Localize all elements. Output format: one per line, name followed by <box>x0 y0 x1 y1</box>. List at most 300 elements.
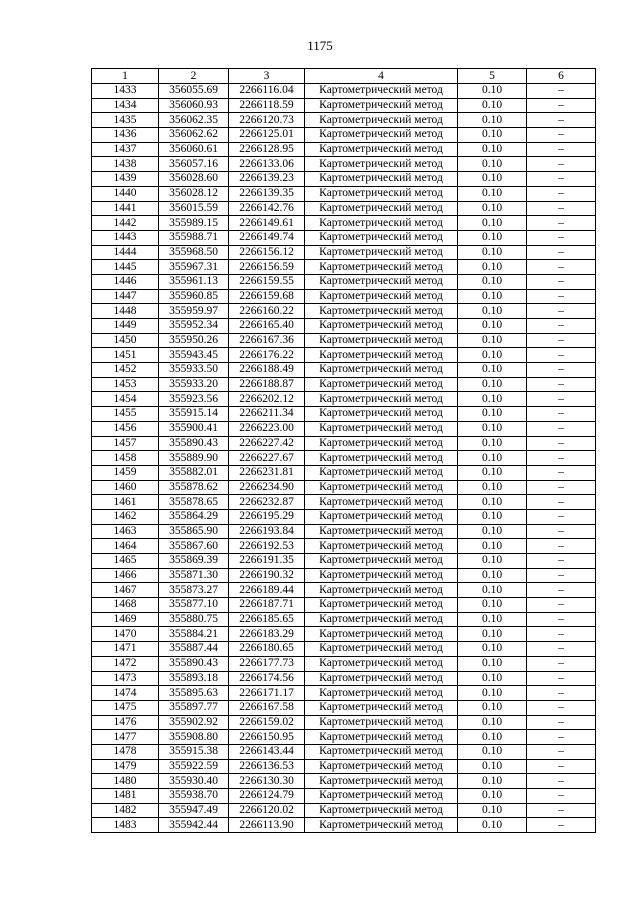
note-cell: – <box>527 554 596 569</box>
method-cell: Картометрический метод <box>305 789 458 804</box>
accuracy-cell: 0.10 <box>458 142 527 157</box>
y-coordinate-cell: 2266149.61 <box>229 216 305 231</box>
method-cell: Картометрический метод <box>305 142 458 157</box>
method-cell: Картометрический метод <box>305 612 458 627</box>
y-coordinate-cell: 2266223.00 <box>229 421 305 436</box>
table-row <box>92 274 596 289</box>
note-cell: – <box>527 686 596 701</box>
y-coordinate-cell: 2266193.84 <box>229 524 305 539</box>
method-cell: Картометрический метод <box>305 686 458 701</box>
accuracy-cell: 0.10 <box>458 715 527 730</box>
y-coordinate-cell: 2266142.76 <box>229 201 305 216</box>
point-number-cell: 1475 <box>92 700 159 715</box>
accuracy-cell: 0.10 <box>458 744 527 759</box>
x-coordinate-cell: 356057.16 <box>159 157 229 172</box>
note-cell: – <box>527 289 596 304</box>
y-coordinate-cell: 2266125.01 <box>229 128 305 143</box>
note-cell: – <box>527 128 596 143</box>
y-coordinate-cell: 2266192.53 <box>229 539 305 554</box>
point-number-cell: 1434 <box>92 98 159 113</box>
table-row <box>92 348 596 363</box>
y-coordinate-cell: 2266189.44 <box>229 583 305 598</box>
accuracy-cell: 0.10 <box>458 700 527 715</box>
note-cell: – <box>527 744 596 759</box>
note-cell: – <box>527 480 596 495</box>
table-row <box>92 554 596 569</box>
table-row <box>92 436 596 451</box>
method-cell: Картометрический метод <box>305 363 458 378</box>
table-row <box>92 774 596 789</box>
table-row <box>92 495 596 510</box>
y-coordinate-cell: 2266180.65 <box>229 642 305 657</box>
x-coordinate-cell: 356062.62 <box>159 128 229 143</box>
column-header-4: 4 <box>305 69 458 84</box>
accuracy-cell: 0.10 <box>458 363 527 378</box>
accuracy-cell: 0.10 <box>458 289 527 304</box>
x-coordinate-cell: 355968.50 <box>159 245 229 260</box>
note-cell: – <box>527 627 596 642</box>
point-number-cell: 1454 <box>92 392 159 407</box>
point-number-cell: 1453 <box>92 377 159 392</box>
point-number-cell: 1465 <box>92 554 159 569</box>
note-cell: – <box>527 612 596 627</box>
method-cell: Картометрический метод <box>305 304 458 319</box>
y-coordinate-cell: 2266187.71 <box>229 598 305 613</box>
page-number: 1175 <box>307 38 333 53</box>
accuracy-cell: 0.10 <box>458 627 527 642</box>
note-cell: – <box>527 407 596 422</box>
accuracy-cell: 0.10 <box>458 612 527 627</box>
point-number-cell: 1451 <box>92 348 159 363</box>
point-number-cell: 1480 <box>92 774 159 789</box>
table-row <box>92 172 596 187</box>
table-row <box>92 363 596 378</box>
method-cell: Картометрический метод <box>305 554 458 569</box>
x-coordinate-cell: 355864.29 <box>159 509 229 524</box>
table-row <box>92 98 596 113</box>
note-cell: – <box>527 333 596 348</box>
accuracy-cell: 0.10 <box>458 598 527 613</box>
x-coordinate-cell: 355952.34 <box>159 319 229 334</box>
accuracy-cell: 0.10 <box>458 216 527 231</box>
x-coordinate-cell: 355959.97 <box>159 304 229 319</box>
accuracy-cell: 0.10 <box>458 186 527 201</box>
x-coordinate-cell: 355922.59 <box>159 759 229 774</box>
note-cell: – <box>527 509 596 524</box>
accuracy-cell: 0.10 <box>458 656 527 671</box>
note-cell: – <box>527 774 596 789</box>
y-coordinate-cell: 2266156.12 <box>229 245 305 260</box>
method-cell: Картометрический метод <box>305 465 458 480</box>
method-cell: Картометрический метод <box>305 333 458 348</box>
note-cell: – <box>527 495 596 510</box>
point-number-cell: 1447 <box>92 289 159 304</box>
y-coordinate-cell: 2266202.12 <box>229 392 305 407</box>
method-cell: Картометрический метод <box>305 407 458 422</box>
accuracy-cell: 0.10 <box>458 157 527 172</box>
accuracy-cell: 0.10 <box>458 759 527 774</box>
point-number-cell: 1469 <box>92 612 159 627</box>
table-row <box>92 216 596 231</box>
note-cell: – <box>527 818 596 833</box>
note-cell: – <box>527 230 596 245</box>
column-header-2: 2 <box>159 69 229 84</box>
accuracy-cell: 0.10 <box>458 348 527 363</box>
method-cell: Картометрический метод <box>305 201 458 216</box>
y-coordinate-cell: 2266150.95 <box>229 730 305 745</box>
accuracy-cell: 0.10 <box>458 201 527 216</box>
table-header-row <box>92 69 596 84</box>
x-coordinate-cell: 355867.60 <box>159 539 229 554</box>
method-cell: Картометрический метод <box>305 568 458 583</box>
y-coordinate-cell: 2266118.59 <box>229 98 305 113</box>
note-cell: – <box>527 245 596 260</box>
note-cell: – <box>527 172 596 187</box>
point-number-cell: 1441 <box>92 201 159 216</box>
method-cell: Картометрический метод <box>305 524 458 539</box>
point-number-cell: 1444 <box>92 245 159 260</box>
y-coordinate-cell: 2266139.23 <box>229 172 305 187</box>
table-row <box>92 730 596 745</box>
accuracy-cell: 0.10 <box>458 480 527 495</box>
note-cell: – <box>527 789 596 804</box>
point-number-cell: 1437 <box>92 142 159 157</box>
note-cell: – <box>527 759 596 774</box>
point-number-cell: 1478 <box>92 744 159 759</box>
point-number-cell: 1457 <box>92 436 159 451</box>
accuracy-cell: 0.10 <box>458 128 527 143</box>
point-number-cell: 1442 <box>92 216 159 231</box>
x-coordinate-cell: 355915.14 <box>159 407 229 422</box>
method-cell: Картометрический метод <box>305 730 458 745</box>
point-number-cell: 1477 <box>92 730 159 745</box>
table-row <box>92 642 596 657</box>
method-cell: Картометрический метод <box>305 642 458 657</box>
x-coordinate-cell: 355890.43 <box>159 436 229 451</box>
x-coordinate-cell: 355893.18 <box>159 671 229 686</box>
point-number-cell: 1464 <box>92 539 159 554</box>
x-coordinate-cell: 356028.60 <box>159 172 229 187</box>
note-cell: – <box>527 568 596 583</box>
method-cell: Картометрический метод <box>305 451 458 466</box>
note-cell: – <box>527 524 596 539</box>
method-cell: Картометрический метод <box>305 260 458 275</box>
point-number-cell: 1466 <box>92 568 159 583</box>
accuracy-cell: 0.10 <box>458 583 527 598</box>
accuracy-cell: 0.10 <box>458 407 527 422</box>
accuracy-cell: 0.10 <box>458 451 527 466</box>
method-cell: Картометрический метод <box>305 480 458 495</box>
method-cell: Картометрический метод <box>305 818 458 833</box>
method-cell: Картометрический метод <box>305 539 458 554</box>
point-number-cell: 1470 <box>92 627 159 642</box>
x-coordinate-cell: 355908.80 <box>159 730 229 745</box>
accuracy-cell: 0.10 <box>458 730 527 745</box>
table-row <box>92 744 596 759</box>
point-number-cell: 1462 <box>92 509 159 524</box>
table-row <box>92 480 596 495</box>
x-coordinate-cell: 355943.45 <box>159 348 229 363</box>
note-cell: – <box>527 392 596 407</box>
point-number-cell: 1482 <box>92 803 159 818</box>
table-row <box>92 656 596 671</box>
note-cell: – <box>527 656 596 671</box>
y-coordinate-cell: 2266165.40 <box>229 319 305 334</box>
accuracy-cell: 0.10 <box>458 98 527 113</box>
accuracy-cell: 0.10 <box>458 803 527 818</box>
x-coordinate-cell: 355930.40 <box>159 774 229 789</box>
table-row <box>92 142 596 157</box>
x-coordinate-cell: 355900.41 <box>159 421 229 436</box>
table-row <box>92 289 596 304</box>
y-coordinate-cell: 2266136.53 <box>229 759 305 774</box>
point-number-cell: 1439 <box>92 172 159 187</box>
point-number-cell: 1435 <box>92 113 159 128</box>
x-coordinate-cell: 356060.93 <box>159 98 229 113</box>
y-coordinate-cell: 2266159.02 <box>229 715 305 730</box>
table-row <box>92 377 596 392</box>
note-cell: – <box>527 363 596 378</box>
y-coordinate-cell: 2266188.87 <box>229 377 305 392</box>
point-number-cell: 1449 <box>92 319 159 334</box>
y-coordinate-cell: 2266183.29 <box>229 627 305 642</box>
note-cell: – <box>527 157 596 172</box>
x-coordinate-cell: 355950.26 <box>159 333 229 348</box>
table-row <box>92 451 596 466</box>
accuracy-cell: 0.10 <box>458 671 527 686</box>
note-cell: – <box>527 186 596 201</box>
method-cell: Картометрический метод <box>305 744 458 759</box>
point-number-cell: 1450 <box>92 333 159 348</box>
x-coordinate-cell: 355989.15 <box>159 216 229 231</box>
y-coordinate-cell: 2266232.87 <box>229 495 305 510</box>
table-row <box>92 304 596 319</box>
y-coordinate-cell: 2266130.30 <box>229 774 305 789</box>
column-header-1: 1 <box>92 69 159 84</box>
note-cell: – <box>527 598 596 613</box>
table-row <box>92 686 596 701</box>
y-coordinate-cell: 2266231.81 <box>229 465 305 480</box>
note-cell: – <box>527 98 596 113</box>
note-cell: – <box>527 377 596 392</box>
table-row <box>92 201 596 216</box>
note-cell: – <box>527 700 596 715</box>
method-cell: Картометрический метод <box>305 274 458 289</box>
accuracy-cell: 0.10 <box>458 568 527 583</box>
table-row <box>92 524 596 539</box>
point-number-cell: 1456 <box>92 421 159 436</box>
method-cell: Картометрический метод <box>305 186 458 201</box>
method-cell: Картометрический метод <box>305 671 458 686</box>
table-row <box>92 260 596 275</box>
y-coordinate-cell: 2266188.49 <box>229 363 305 378</box>
x-coordinate-cell: 355923.56 <box>159 392 229 407</box>
note-cell: – <box>527 142 596 157</box>
point-number-cell: 1448 <box>92 304 159 319</box>
x-coordinate-cell: 356060.61 <box>159 142 229 157</box>
y-coordinate-cell: 2266120.73 <box>229 113 305 128</box>
table-row <box>92 627 596 642</box>
point-number-cell: 1460 <box>92 480 159 495</box>
y-coordinate-cell: 2266227.67 <box>229 451 305 466</box>
x-coordinate-cell: 355947.49 <box>159 803 229 818</box>
y-coordinate-cell: 2266159.55 <box>229 274 305 289</box>
x-coordinate-cell: 355889.90 <box>159 451 229 466</box>
table-row <box>92 598 596 613</box>
y-coordinate-cell: 2266211.34 <box>229 407 305 422</box>
column-header-3: 3 <box>229 69 305 84</box>
y-coordinate-cell: 2266177.73 <box>229 656 305 671</box>
y-coordinate-cell: 2266139.35 <box>229 186 305 201</box>
note-cell: – <box>527 803 596 818</box>
note-cell: – <box>527 304 596 319</box>
y-coordinate-cell: 2266159.68 <box>229 289 305 304</box>
table-body <box>92 84 596 833</box>
y-coordinate-cell: 2266191.35 <box>229 554 305 569</box>
point-number-cell: 1476 <box>92 715 159 730</box>
accuracy-cell: 0.10 <box>458 642 527 657</box>
x-coordinate-cell: 355878.62 <box>159 480 229 495</box>
table-row <box>92 568 596 583</box>
method-cell: Картометрический метод <box>305 583 458 598</box>
accuracy-cell: 0.10 <box>458 465 527 480</box>
accuracy-cell: 0.10 <box>458 686 527 701</box>
x-coordinate-cell: 355880.75 <box>159 612 229 627</box>
point-number-cell: 1461 <box>92 495 159 510</box>
x-coordinate-cell: 355988.71 <box>159 230 229 245</box>
accuracy-cell: 0.10 <box>458 554 527 569</box>
note-cell: – <box>527 274 596 289</box>
table-row <box>92 186 596 201</box>
point-number-cell: 1467 <box>92 583 159 598</box>
x-coordinate-cell: 355873.27 <box>159 583 229 598</box>
table-row <box>92 509 596 524</box>
point-number-cell: 1438 <box>92 157 159 172</box>
x-coordinate-cell: 355902.92 <box>159 715 229 730</box>
table-row <box>92 230 596 245</box>
x-coordinate-cell: 355878.65 <box>159 495 229 510</box>
method-cell: Картометрический метод <box>305 421 458 436</box>
method-cell: Картометрический метод <box>305 84 458 99</box>
note-cell: – <box>527 451 596 466</box>
point-number-cell: 1474 <box>92 686 159 701</box>
point-number-cell: 1481 <box>92 789 159 804</box>
table-row <box>92 333 596 348</box>
point-number-cell: 1473 <box>92 671 159 686</box>
x-coordinate-cell: 355967.31 <box>159 260 229 275</box>
x-coordinate-cell: 355887.44 <box>159 642 229 657</box>
y-coordinate-cell: 2266234.90 <box>229 480 305 495</box>
y-coordinate-cell: 2266128.95 <box>229 142 305 157</box>
y-coordinate-cell: 2266124.79 <box>229 789 305 804</box>
accuracy-cell: 0.10 <box>458 304 527 319</box>
x-coordinate-cell: 355961.13 <box>159 274 229 289</box>
note-cell: – <box>527 84 596 99</box>
accuracy-cell: 0.10 <box>458 230 527 245</box>
y-coordinate-cell: 2266133.06 <box>229 157 305 172</box>
method-cell: Картометрический метод <box>305 113 458 128</box>
table-row <box>92 245 596 260</box>
x-coordinate-cell: 356015.59 <box>159 201 229 216</box>
column-header-6: 6 <box>527 69 596 84</box>
y-coordinate-cell: 2266185.65 <box>229 612 305 627</box>
table-row <box>92 759 596 774</box>
y-coordinate-cell: 2266190.32 <box>229 568 305 583</box>
method-cell: Картометрический метод <box>305 128 458 143</box>
x-coordinate-cell: 355933.20 <box>159 377 229 392</box>
column-header-5: 5 <box>458 69 527 84</box>
table-row <box>92 392 596 407</box>
point-number-cell: 1445 <box>92 260 159 275</box>
y-coordinate-cell: 2266160.22 <box>229 304 305 319</box>
table-row <box>92 465 596 480</box>
x-coordinate-cell: 355882.01 <box>159 465 229 480</box>
accuracy-cell: 0.10 <box>458 509 527 524</box>
point-number-cell: 1483 <box>92 818 159 833</box>
note-cell: – <box>527 465 596 480</box>
method-cell: Картометрический метод <box>305 627 458 642</box>
point-number-cell: 1452 <box>92 363 159 378</box>
method-cell: Картометрический метод <box>305 803 458 818</box>
table-row <box>92 113 596 128</box>
method-cell: Картометрический метод <box>305 157 458 172</box>
x-coordinate-cell: 355865.90 <box>159 524 229 539</box>
method-cell: Картометрический метод <box>305 245 458 260</box>
table-row <box>92 612 596 627</box>
point-number-cell: 1433 <box>92 84 159 99</box>
y-coordinate-cell: 2266149.74 <box>229 230 305 245</box>
x-coordinate-cell: 355933.50 <box>159 363 229 378</box>
x-coordinate-cell: 356062.35 <box>159 113 229 128</box>
table-row <box>92 818 596 833</box>
accuracy-cell: 0.10 <box>458 818 527 833</box>
point-number-cell: 1463 <box>92 524 159 539</box>
point-number-cell: 1458 <box>92 451 159 466</box>
table-row <box>92 157 596 172</box>
accuracy-cell: 0.10 <box>458 245 527 260</box>
x-coordinate-cell: 355884.21 <box>159 627 229 642</box>
method-cell: Картометрический метод <box>305 392 458 407</box>
y-coordinate-cell: 2266113.90 <box>229 818 305 833</box>
y-coordinate-cell: 2266171.17 <box>229 686 305 701</box>
table-row <box>92 421 596 436</box>
x-coordinate-cell: 355877.10 <box>159 598 229 613</box>
accuracy-cell: 0.10 <box>458 377 527 392</box>
method-cell: Картометрический метод <box>305 509 458 524</box>
point-number-cell: 1443 <box>92 230 159 245</box>
table-row <box>92 700 596 715</box>
note-cell: – <box>527 113 596 128</box>
accuracy-cell: 0.10 <box>458 495 527 510</box>
method-cell: Картометрический метод <box>305 289 458 304</box>
x-coordinate-cell: 355960.85 <box>159 289 229 304</box>
table-row <box>92 583 596 598</box>
method-cell: Картометрический метод <box>305 774 458 789</box>
x-coordinate-cell: 355869.39 <box>159 554 229 569</box>
note-cell: – <box>527 421 596 436</box>
table-row <box>92 84 596 99</box>
method-cell: Картометрический метод <box>305 656 458 671</box>
table-row <box>92 128 596 143</box>
note-cell: – <box>527 671 596 686</box>
accuracy-cell: 0.10 <box>458 524 527 539</box>
note-cell: – <box>527 583 596 598</box>
accuracy-cell: 0.10 <box>458 436 527 451</box>
point-number-cell: 1479 <box>92 759 159 774</box>
accuracy-cell: 0.10 <box>458 319 527 334</box>
table-row <box>92 803 596 818</box>
point-number-cell: 1471 <box>92 642 159 657</box>
